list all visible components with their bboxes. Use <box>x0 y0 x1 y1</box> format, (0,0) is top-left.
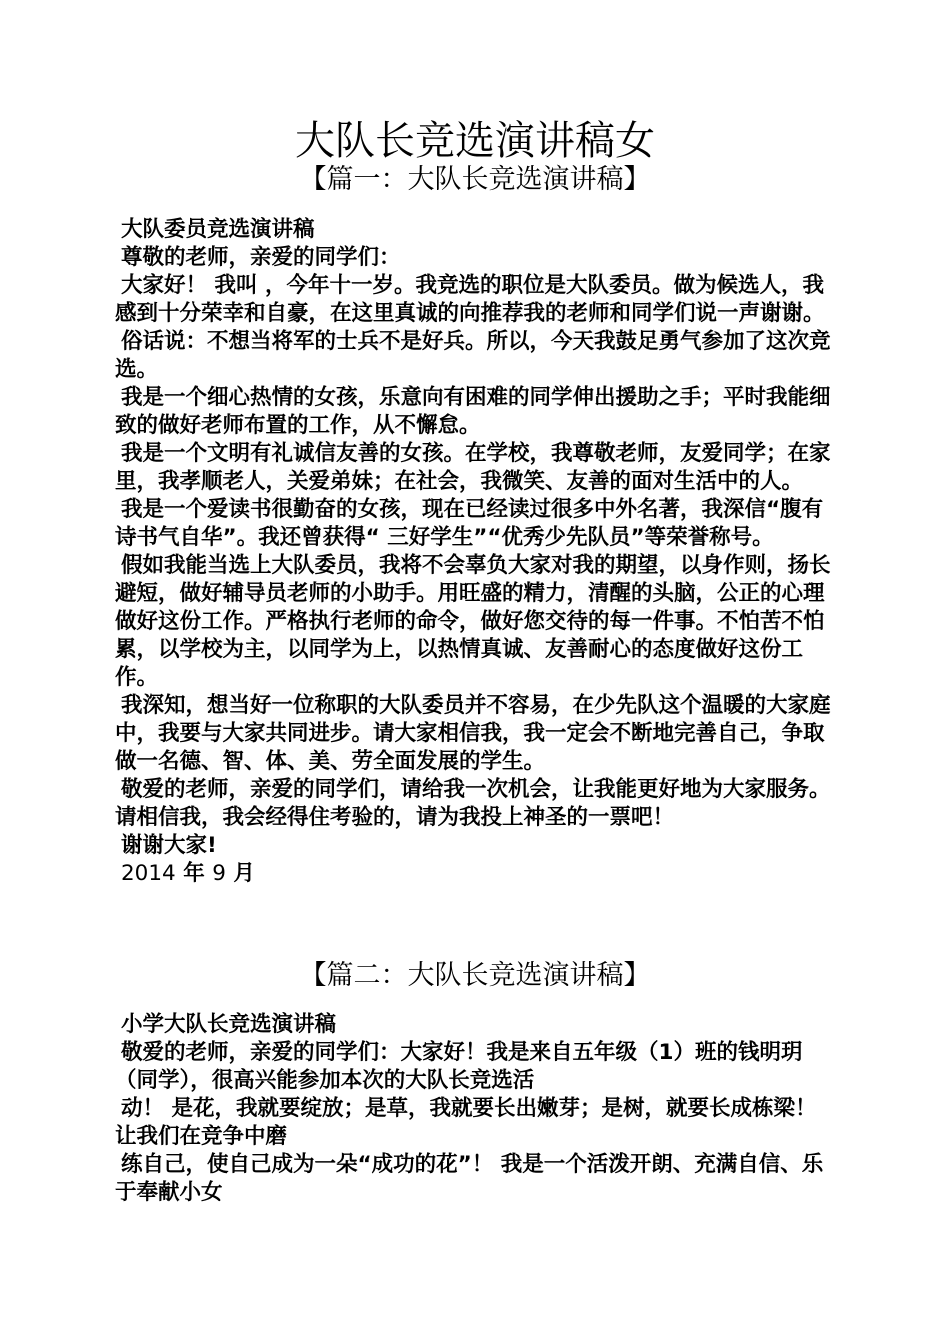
section-1-paragraph: 我是一个细心热情的女孩，乐意向有困难的同学伸出援助之手；平时我能细致的做好老师布置的工作，从不懈怠。 <box>115 385 831 438</box>
section-1-closing: 谢谢大家! <box>121 833 217 858</box>
section-2-paragraph: 练自己，使自己成为一朵“成功的花”！ 我是一个活泼开朗、充满自信、乐于奉献小女 <box>115 1152 824 1205</box>
date-year-unit: 年 <box>183 861 205 886</box>
section-1-paragraph: 假如我能当选上大队委员，我将不会辜负大家对我的期望，以身作则，扬长避短，做好辅导员老师的小助手。用旺盛的精力，清醒的头脑，公正的心理做好这份工作。严格执行老师的命令，做好您交待的每一件事。不怕苦不怕累，以学校为主，以同学为上，以热情真诚、友善耐心的态度做好这份工作。 <box>115 553 831 690</box>
section-2-heading: 【篇二：大队长竞选演讲稿】 <box>299 960 651 991</box>
section-1-heading: 【篇一：大队长竞选演讲稿】 <box>299 164 651 195</box>
section-2-paragraph: 敬爱的老师，亲爱的同学们：大家好！我是来自五年级（1）班的钱明玥（同学），很高兴能参加本次的大队长竞选活 <box>115 1040 803 1093</box>
section-2-subtitle: 小学大队长竞选演讲稿 <box>121 1012 337 1037</box>
section-1-paragraph: 大家好！ 我叫 ，今年十一岁。我竞选的职位是大队委员。做为候选人，我感到十分荣幸和自豪，在这里真诚的向推荐我的老师和同学们说一声谢谢。 <box>115 273 825 326</box>
date-month-unit: 月 <box>233 861 255 886</box>
section-1-paragraph: 我深知，想当好一位称职的大队委员并不容易，在少先队这个温暖的大家庭中，我要与大家共同进步。请大家相信我，我一定会不断地完善自己，争取做一名德、智、体、美、劳全面发展的学生。 <box>115 693 831 774</box>
section-1-body <box>115 216 837 888</box>
document-title: 大队长竞选演讲稿女 <box>295 118 655 164</box>
date-year: 2014 <box>121 861 176 886</box>
section-1-paragraph: 我是一个文明有礼诚信友善的女孩。在学校，我尊敬老师，友爱同学；在家里，我孝顺老人，关爱弟妹；在社会，我微笑、友善的面对生活中的人。 <box>115 441 831 494</box>
section-2-body <box>115 1011 837 1207</box>
section-1-salutation: 尊敬的老师，亲爱的同学们： <box>121 245 401 270</box>
section-1-date <box>115 860 837 888</box>
section-1-paragraph: 我是一个爱读书很勤奋的女孩，现在已经读过很多中外名著，我深信“腹有诗书气自华”。我还曾获得“ 三好学生”“优秀少先队员”等荣誉称号。 <box>115 497 824 550</box>
section-1-paragraph: 俗话说：不想当将军的士兵不是好兵。所以，今天我鼓足勇气参加了这次竞选。 <box>115 329 831 382</box>
section-1-subtitle: 大队委员竞选演讲稿 <box>121 217 315 242</box>
section-1-paragraph: 敬爱的老师，亲爱的同学们，请给我一次机会，让我能更好地为大家服务。请相信我，我会经得住考验的，请为我投上神圣的一票吧！ <box>115 777 831 830</box>
date-month: 9 <box>212 861 226 886</box>
section-2-paragraph: 动！ 是花，我就要绽放；是草，我就要长出嫩芽；是树，就要长成栋梁！让我们在竞争中磨 <box>115 1096 817 1149</box>
